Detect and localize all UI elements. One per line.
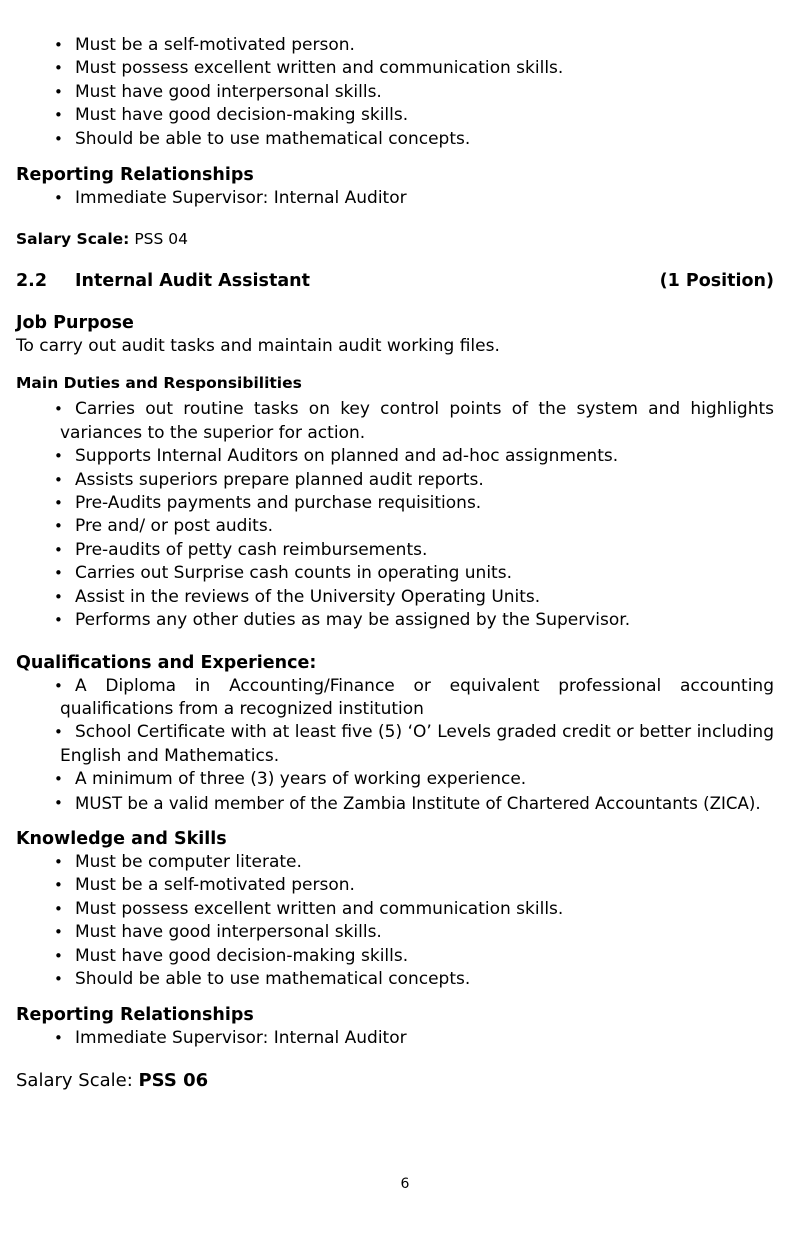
- reporting-heading: Reporting Relationships: [16, 1005, 254, 1026]
- job-purpose-text: To carry out audit tasks and maintain audit working files.: [16, 336, 500, 357]
- top-reporting-heading: Reporting Relationships: [16, 165, 254, 186]
- section-heading: [16, 269, 774, 293]
- knowledge-heading: Knowledge and Skills: [16, 828, 227, 849]
- top-salary-scale: [16, 228, 774, 251]
- list-item: • Immediate Supervisor: Internal Auditor: [16, 187, 774, 210]
- list-item: • Immediate Supervisor: Internal Auditor: [16, 1027, 774, 1050]
- section-positions: (1 Position): [659, 271, 774, 292]
- salary-value: PSS 06: [138, 1069, 209, 1091]
- list-item: • Carries out routine tasks on key control points of the system and highlights variances to the superior for action.: [16, 398, 774, 445]
- knowledge-list: [16, 851, 774, 991]
- list-item: • Pre and/ or post audits.: [16, 515, 774, 538]
- list-item: • Must have good interpersonal skills.: [16, 81, 774, 104]
- document-page: [16, 34, 774, 1092]
- top-skills-list: [16, 34, 774, 151]
- list-item: • Must have good interpersonal skills.: [16, 921, 774, 944]
- qualifications-list: [16, 675, 774, 815]
- list-item: • School Certificate with at least five (5) ‘O’ Levels graded credit or better including English and Mathematics.: [16, 721, 774, 768]
- list-item: • A Diploma in Accounting/Finance or equivalent professional accounting qualifications from a recognized institution: [16, 675, 774, 722]
- salary-label: Salary Scale:: [16, 1069, 139, 1091]
- list-item: • Pre-audits of petty cash reimbursements.: [16, 539, 774, 562]
- list-item: • Must possess excellent written and communication skills.: [16, 57, 774, 80]
- salary-scale: [16, 1069, 774, 1092]
- duties-heading: Main Duties and Responsibilities: [16, 374, 302, 393]
- salary-value: PSS 04: [134, 230, 188, 249]
- list-item: • MUST be a valid member of the Zambia Institute of Chartered Accountants (ZICA).: [16, 792, 774, 815]
- list-item: • Pre-Audits payments and purchase requisitions.: [16, 492, 774, 515]
- list-item: • Must possess excellent written and communication skills.: [16, 898, 774, 921]
- list-item: • A minimum of three (3) years of working experience.: [16, 768, 774, 791]
- list-item: • Must be a self-motivated person.: [16, 874, 774, 897]
- list-item: • Must have good decision-making skills.: [16, 945, 774, 968]
- list-item: • Supports Internal Auditors on planned and ad-hoc assignments.: [16, 445, 774, 468]
- top-reporting-list: [16, 187, 774, 210]
- list-item: • Must be computer literate.: [16, 851, 774, 874]
- list-item: • Performs any other duties as may be assigned by the Supervisor.: [16, 609, 774, 632]
- list-item: • Assist in the reviews of the University Operating Units.: [16, 586, 774, 609]
- salary-label: Salary Scale:: [16, 230, 130, 249]
- duties-list: [16, 398, 774, 632]
- section-number: 2.2: [16, 271, 48, 292]
- reporting-list: [16, 1027, 774, 1050]
- section-title: Internal Audit Assistant: [75, 271, 310, 292]
- list-item: • Assists superiors prepare planned audit reports.: [16, 469, 774, 492]
- list-item: • Must be a self-motivated person.: [16, 34, 774, 57]
- list-item: • Should be able to use mathematical concepts.: [16, 968, 774, 991]
- page-number: 6: [400, 1176, 410, 1192]
- list-item: • Must have good decision-making skills.: [16, 104, 774, 127]
- list-item: • Should be able to use mathematical concepts.: [16, 128, 774, 151]
- list-item: • Carries out Surprise cash counts in operating units.: [16, 562, 774, 585]
- job-purpose-heading: Job Purpose: [16, 313, 134, 334]
- qualifications-heading: Qualifications and Experience:: [16, 652, 317, 673]
